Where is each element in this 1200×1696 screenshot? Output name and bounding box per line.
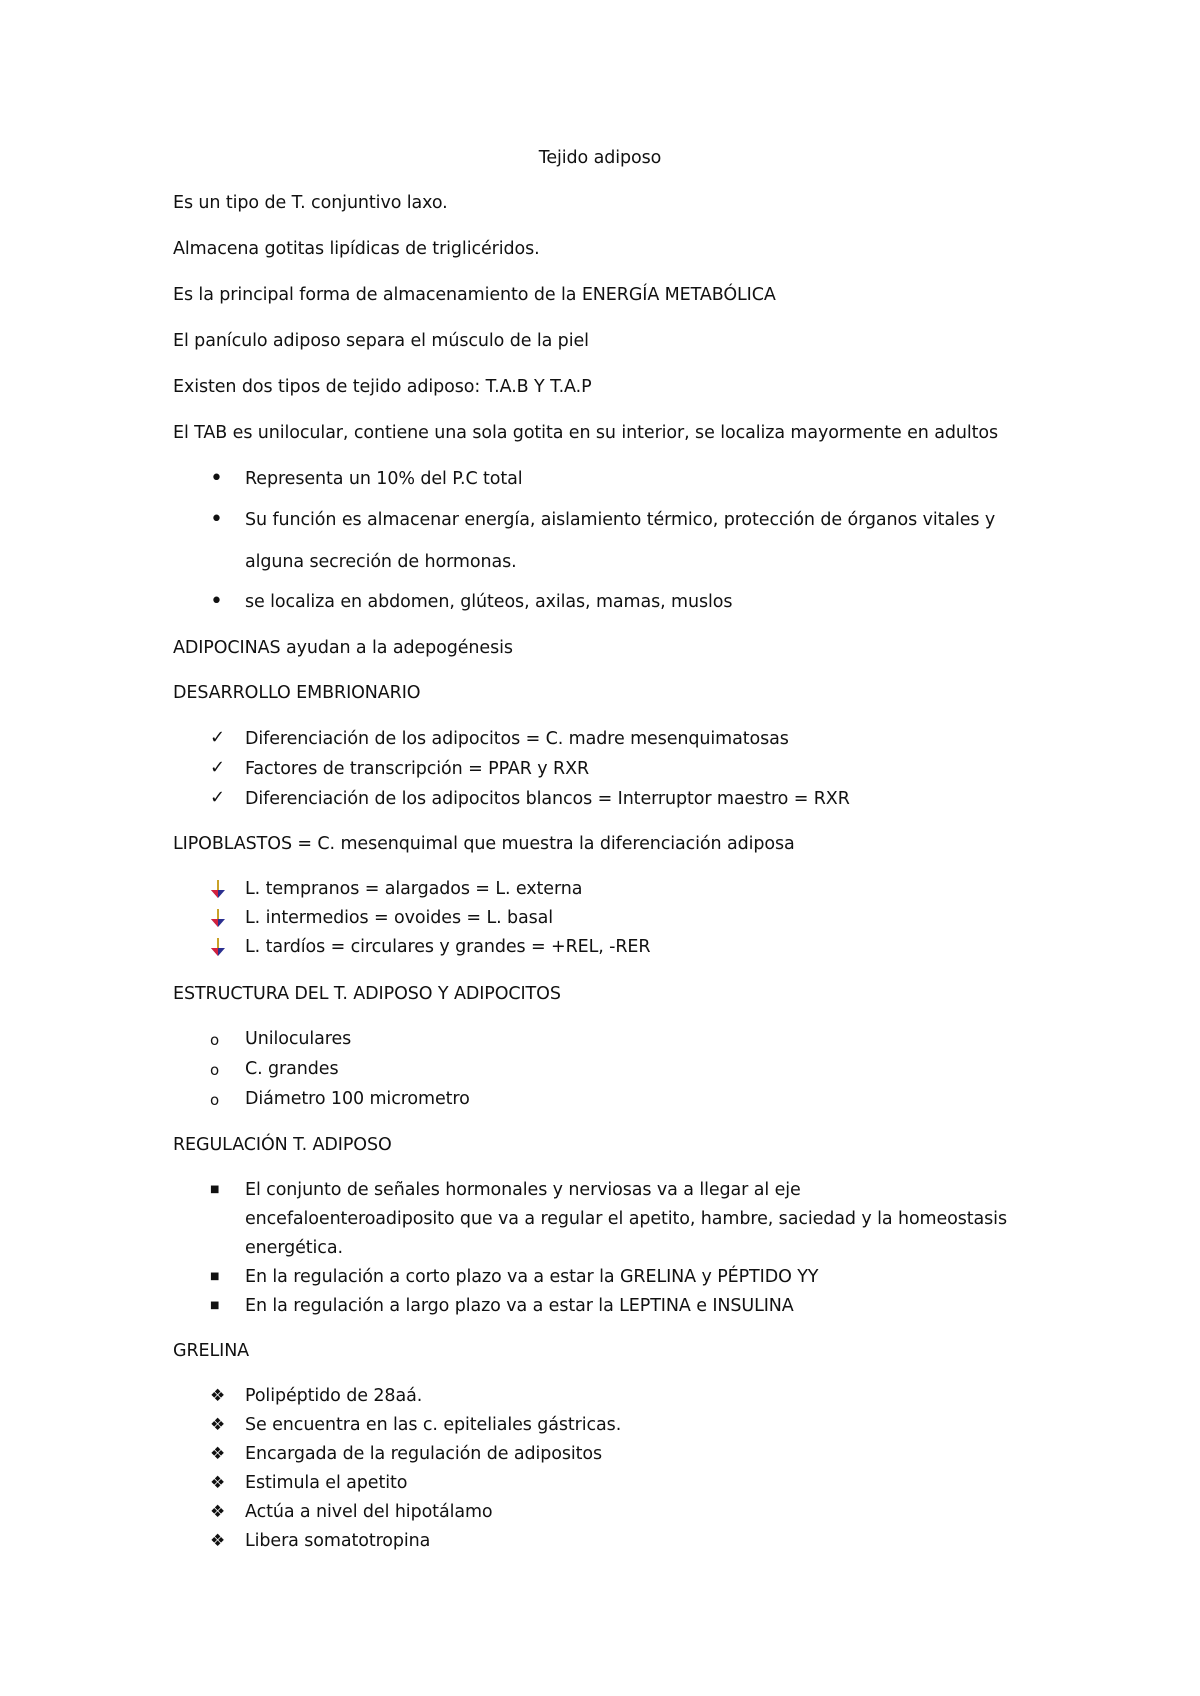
bullet-dot-icon: • (210, 466, 223, 491)
list-item: Representa un 10% del P.C total (245, 469, 523, 489)
checkmark-icon: ✓ (210, 787, 226, 808)
square-bullet-icon: ■ (210, 1184, 220, 1195)
bullet-dot-icon: • (210, 507, 223, 532)
list-item: L. intermedios = ovoides = L. basal (245, 908, 554, 928)
diamond-bullet-icon: ❖ (210, 1473, 226, 1493)
section-heading: GRELINA (173, 1341, 250, 1361)
paragraph-line: Es un tipo de T. conjuntivo laxo. (173, 193, 448, 213)
list-item: C. grandes (245, 1059, 339, 1079)
section-heading: ESTRUCTURA DEL T. ADIPOSO Y ADIPOCITOS (173, 984, 561, 1004)
circle-bullet-icon: o (210, 1061, 220, 1079)
list-item: Actúa a nivel del hipotálamo (245, 1502, 493, 1522)
list-item: Factores de transcripción = PPAR y RXR (245, 759, 590, 779)
diamond-bullet-icon: ❖ (210, 1502, 226, 1522)
down-arrow-icon (211, 938, 225, 956)
list-item: Uniloculares (245, 1029, 352, 1049)
list-item: L. tardíos = circulares y grandes = +REL, -RER (245, 937, 651, 957)
down-arrow-icon (211, 909, 225, 927)
square-bullet-icon: ■ (210, 1271, 220, 1282)
checkmark-icon: ✓ (210, 727, 226, 748)
checkmark-icon: ✓ (210, 757, 226, 778)
list-item: L. tempranos = alargados = L. externa (245, 879, 583, 899)
section-heading: REGULACIÓN T. ADIPOSO (173, 1135, 392, 1155)
list-item: Se encuentra en las c. epiteliales gástricas. (245, 1415, 622, 1435)
diamond-bullet-icon: ❖ (210, 1444, 226, 1464)
list-item: Su función es almacenar energía, aislamiento térmico, protección de órganos vitales y (245, 510, 996, 530)
paragraph-line: El TAB es unilocular, contiene una sola gotita en su interior, se localiza mayormente en adultos (173, 423, 999, 443)
paragraph-line: El panículo adiposo separa el músculo de la piel (173, 331, 589, 351)
list-item: Diferenciación de los adipocitos = C. madre mesenquimatosas (245, 729, 789, 749)
list-item: Libera somatotropina (245, 1531, 431, 1551)
paragraph-line: Es la principal forma de almacenamiento de la ENERGÍA METABÓLICA (173, 285, 776, 305)
section-heading: LIPOBLASTOS = C. mesenquimal que muestra la diferenciación adiposa (173, 834, 795, 854)
list-item: En la regulación a largo plazo va a estar la LEPTINA e INSULINA (245, 1296, 794, 1316)
list-item: Estimula el apetito (245, 1473, 408, 1493)
list-item: Encargada de la regulación de adipositos (245, 1444, 603, 1464)
diamond-bullet-icon: ❖ (210, 1386, 226, 1406)
circle-bullet-icon: o (210, 1031, 220, 1049)
diamond-bullet-icon: ❖ (210, 1531, 226, 1551)
list-item: Diferenciación de los adipocitos blancos = Interruptor maestro = RXR (245, 789, 850, 809)
list-item: El conjunto de señales hormonales y nerviosas va a llegar al eje (245, 1180, 801, 1200)
square-bullet-icon: ■ (210, 1300, 220, 1311)
bullet-dot-icon: • (210, 589, 223, 614)
list-item-continuation: encefaloenteroadiposito que va a regular el apetito, hambre, saciedad y la homeostasis (245, 1209, 1007, 1229)
paragraph-line: Almacena gotitas lipídicas de triglicéridos. (173, 239, 540, 259)
list-item: Diámetro 100 micrometro (245, 1089, 470, 1109)
list-item: Polipéptido de 28aá. (245, 1386, 423, 1406)
diamond-bullet-icon: ❖ (210, 1415, 226, 1435)
list-item-continuation: energética. (245, 1238, 343, 1258)
paragraph-line: ADIPOCINAS ayudan a la adepogénesis (173, 638, 513, 658)
document-title: Tejido adiposo (538, 148, 662, 168)
list-item: se localiza en abdomen, glúteos, axilas, mamas, muslos (245, 592, 733, 612)
circle-bullet-icon: o (210, 1091, 220, 1109)
list-item: En la regulación a corto plazo va a estar la GRELINA y PÉPTIDO YY (245, 1267, 819, 1287)
list-item-continuation: alguna secreción de hormonas. (245, 552, 517, 572)
down-arrow-icon (211, 880, 225, 898)
paragraph-line: Existen dos tipos de tejido adiposo: T.A.B Y T.A.P (173, 377, 592, 397)
section-heading: DESARROLLO EMBRIONARIO (173, 683, 421, 703)
